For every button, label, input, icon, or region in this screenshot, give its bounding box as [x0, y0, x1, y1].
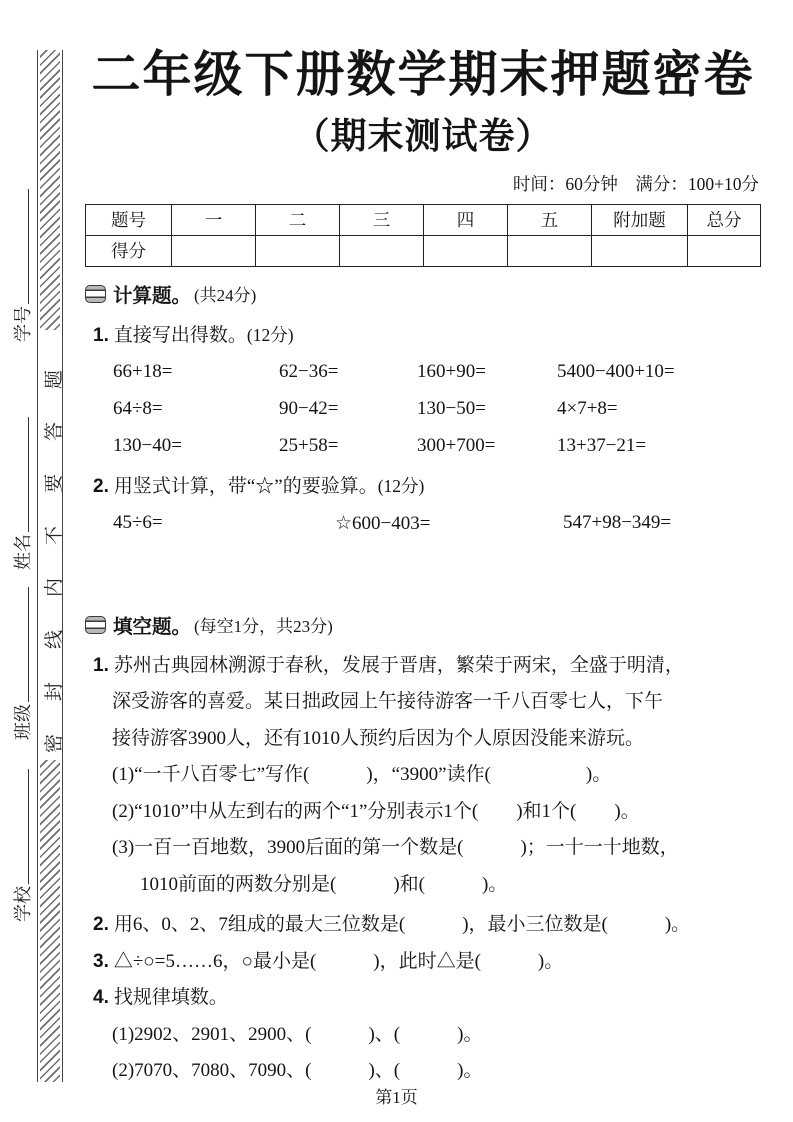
class-label: 班级: [13, 704, 33, 740]
section-badge-icon: [85, 285, 106, 303]
fill-q1-sub3: (3)一百一百地数，3900后面的第一个数是( )；一十一十地数，: [112, 837, 679, 859]
paper-content: [85, 0, 761, 1090]
field-underline: [15, 417, 29, 532]
score-cell: [424, 235, 508, 266]
score-cell: [688, 235, 761, 266]
calc-q2-heading: [93, 471, 761, 498]
math-problem: 5400−400+10=: [557, 360, 675, 382]
fill-q1-sub3-cont: 1010前面的两数分别是( )和( )。: [140, 873, 508, 895]
score-header-cell: 附加题: [592, 204, 688, 235]
section-calc-title: 计算题。: [113, 284, 192, 307]
math-problem: 45÷6=: [113, 511, 163, 533]
question-number: 1.: [93, 654, 109, 676]
calc-q1-note: (12分): [246, 324, 294, 345]
page-title: 二年级下册数学期末押题密卷: [91, 47, 755, 102]
fill-q1-text: 苏州古典园林溯源于春秋，发展于晋唐，繁荣于两宋，全盛于明清，: [113, 654, 684, 676]
calc-q1-text: 直接写出得数。: [113, 324, 247, 346]
score-header-cell: 总分: [688, 204, 761, 235]
math-problem: 13+37−21=: [557, 434, 647, 456]
score-header-cell: 四: [424, 204, 508, 235]
fill-q3-text: △÷○=5……6，○最小是( )，此时△是( )。: [113, 950, 564, 972]
math-problem: ☆600−403=: [335, 512, 431, 534]
field-underline: [15, 769, 29, 884]
math-problem: 547+98−349=: [563, 511, 672, 533]
page-number: 第1页: [375, 1088, 418, 1107]
section-fill-header: [85, 611, 761, 639]
score-cell: [172, 235, 256, 266]
calc-q2-text: 用竖式计算，带“☆”的要验算。: [113, 475, 378, 497]
section-calc-header: [85, 280, 761, 308]
question-number: 1.: [93, 324, 109, 346]
score-header-cell: 五: [508, 204, 592, 235]
question-number: 4.: [93, 987, 109, 1009]
time-score-info: 时间：60分钟 满分：100+10分: [512, 173, 759, 194]
score-cell: [340, 235, 424, 266]
score-header-cell: 二: [256, 204, 340, 235]
score-table-score-row: [86, 235, 761, 266]
fill-q1: [85, 648, 761, 904]
score-header-cell: 三: [340, 204, 424, 235]
score-header-cell: 一: [172, 204, 256, 235]
fill-q1-line: 深受游客的喜爱。某日拙政园上午接待游客一千八百零七人，下午: [112, 691, 664, 713]
fill-q1-line: [93, 648, 761, 685]
score-table-header-row: [86, 204, 761, 235]
question-number: 2.: [93, 475, 109, 497]
hatch-pattern-top: [40, 50, 60, 330]
section-fill-note: (每空1分，共23分): [194, 617, 333, 637]
score-cell: [592, 235, 688, 266]
calc-q2-problems: [85, 512, 761, 535]
score-row-label: 得分: [86, 235, 172, 266]
class-field: [9, 540, 31, 740]
score-cell: [256, 235, 340, 266]
fill-q3: [93, 944, 761, 981]
math-problem: 62−36=: [279, 360, 339, 382]
hatch-pattern-bottom: [40, 760, 60, 1082]
math-problem: 4×7+8=: [557, 397, 618, 419]
school-field: [9, 722, 31, 922]
fill-q1-sub2: (2)“1010”中从左到右的两个“1”分别表示1个( )和1个( )。: [112, 800, 640, 822]
question-number: 3.: [93, 950, 109, 972]
fill-q4-sub1: (1)2902、2901、2900、( )、( )。: [112, 1023, 483, 1045]
section-fill-title: 填空题。: [113, 615, 192, 638]
math-problem: 66+18=: [113, 360, 173, 382]
section-calc-note: (共24分): [194, 286, 257, 306]
student-name-label: 姓名: [13, 534, 33, 570]
field-underline: [15, 587, 29, 702]
fill-q1-sub1: (1)“一千八百零七”写作( )，“3900”读作( )。: [112, 764, 612, 786]
calc-q1-heading: [93, 320, 761, 347]
fill-q2-text: 用6、0、2、7组成的最大三位数是( )，最小三位数是( )。: [113, 914, 691, 936]
fill-q4-sub2: (2)7070、7080、7090、( )、( )。: [112, 1060, 483, 1082]
school-label: 学校: [13, 886, 33, 922]
seal-line-text: 密封线内不要答题: [44, 337, 65, 754]
page-subtitle: （期末测试卷）: [293, 115, 553, 156]
seal-line-band: [37, 50, 63, 1082]
calc-q2-note: (12分): [377, 475, 425, 496]
field-underline: [15, 189, 29, 304]
fill-q1-line: 接待游客3900人，还有1010人预约后因为个人原因没能来游玩。: [112, 727, 645, 749]
calc-q1-problems: [85, 361, 761, 457]
math-problem: 130−40=: [113, 434, 182, 456]
math-problem: 300+700=: [417, 434, 496, 456]
math-problem: 25+58=: [279, 434, 339, 456]
fill-q2: [93, 907, 761, 944]
question-number: 2.: [93, 914, 109, 936]
score-table: [85, 204, 761, 267]
math-problem: 160+90=: [417, 360, 486, 382]
fill-q4-text: 找规律填数。: [113, 987, 228, 1009]
score-cell: [508, 235, 592, 266]
student-id-field: [9, 142, 31, 342]
score-header-cell: 题号: [86, 204, 172, 235]
section-badge-icon: [85, 616, 106, 634]
student-id-label: 学号: [13, 306, 33, 342]
math-problem: 64÷8=: [113, 397, 163, 419]
math-problem: 130−50=: [417, 397, 486, 419]
math-problem: 90−42=: [279, 397, 339, 419]
fill-q4: [93, 980, 761, 1017]
